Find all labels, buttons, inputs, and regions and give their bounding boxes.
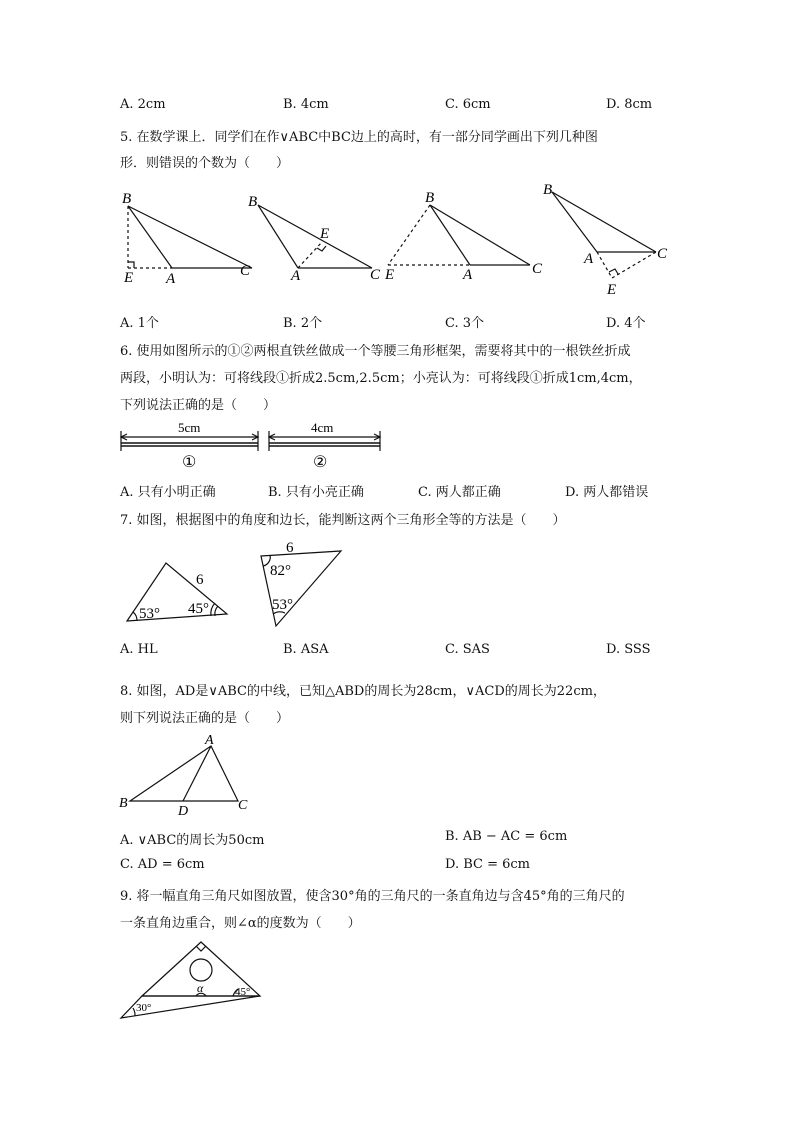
q4-option-b[interactable]: B. 4cm: [283, 97, 329, 112]
q8-stem-line1: 8. 如图，AD是∨ABC的中线，已知△ABD的周长为28cm，∨ACD的周长为22cm，: [120, 684, 606, 699]
q5-f1-label-c: C: [240, 263, 251, 279]
q5-stem-line2: 形．则错误的个数为（ ）: [120, 156, 290, 171]
q5-f1-label-e: E: [124, 270, 134, 286]
q5-f3-label-c: C: [532, 261, 543, 277]
q5-option-d[interactable]: D. 4个: [606, 316, 646, 331]
q6-wire1-length: 5cm: [178, 420, 201, 435]
q9-stem-line2: 一条直角边重合，则∠α的度数为（ ）: [120, 916, 361, 931]
q6-wire2-mark: ②: [313, 454, 328, 471]
q7-option-d[interactable]: D. SSS: [606, 642, 651, 657]
q7-option-c[interactable]: C. SAS: [445, 642, 490, 657]
q8-option-b[interactable]: B. AB − AC = 6cm: [445, 829, 568, 844]
q6-stem-line1: 6. 使用如图所示的①②两根直铁丝做成一个等腰三角形框架，需要将其中的一根铁丝折成: [120, 344, 631, 359]
q4-option-c[interactable]: C. 6cm: [445, 97, 491, 112]
q8-option-d[interactable]: D. BC = 6cm: [445, 857, 531, 872]
q7-option-a[interactable]: A. HL: [120, 642, 158, 657]
q9-angle-30: 30°: [136, 1002, 152, 1014]
q8-label-b: B: [119, 796, 128, 811]
q5-f2-label-b: B: [248, 194, 258, 210]
q5-f4-label-b: B: [543, 182, 553, 198]
q6-option-a[interactable]: A. 只有小明正确: [120, 485, 216, 500]
q8-option-c[interactable]: C. AD = 6cm: [120, 857, 205, 872]
q8-label-a: A: [205, 733, 214, 748]
q9-stem-line1: 9. 将一幅直角三角尺如图放置，使含30°角的三角尺的一条直角边与含45°角的三角尺的: [120, 889, 625, 904]
q6-option-c[interactable]: C. 两人都正确: [418, 485, 501, 500]
q5-option-b[interactable]: B. 2个: [283, 316, 323, 331]
q5-f3-label-b: B: [425, 190, 435, 206]
q5-f2-label-a: A: [291, 268, 301, 284]
q5-f4-label-e: E: [607, 282, 617, 298]
q7-tri1-angle-right: 45°: [188, 601, 209, 617]
q5-option-c[interactable]: C. 3个: [445, 316, 485, 331]
q8-option-a[interactable]: A. ∨ABC的周长为50cm: [120, 833, 265, 848]
q7-option-b[interactable]: B. ASA: [283, 642, 329, 657]
q6-option-d[interactable]: D. 两人都错误: [565, 485, 649, 500]
q4-option-a[interactable]: A. 2cm: [120, 97, 166, 112]
q6-stem-line3: 下列说法正确的是（ ）: [120, 398, 277, 413]
q6-wire1-mark: ①: [182, 454, 197, 471]
q7-tri2-angle-top: 82°: [270, 563, 291, 579]
q5-option-a[interactable]: A. 1个: [120, 316, 159, 331]
q5-f2-label-c: C: [370, 267, 381, 283]
q6-option-b[interactable]: B. 只有小亮正确: [268, 485, 364, 500]
q5-f4-label-c: C: [657, 246, 668, 262]
q4-option-d[interactable]: D. 8cm: [606, 97, 653, 112]
q5-stem-line1: 5. 在数学课上．同学们在作∨ABC中BC边上的高时，有一部分同学画出下列几种图: [120, 130, 598, 145]
q7-tri2-angle-bottom: 53°: [272, 597, 293, 613]
q7-tri1-angle-left: 53°: [139, 606, 160, 622]
q8-label-c: C: [238, 798, 248, 813]
q5-f1-label-a: A: [166, 271, 176, 287]
q9-angle-45: 45°: [235, 986, 251, 998]
q6-stem-line2: 两段，小明认为：可将线段①折成2.5cm,2.5cm；小亮认为：可将线段①折成1cm,4cm，: [120, 371, 642, 386]
q9-angle-alpha: α: [197, 981, 204, 995]
q7-tri2-side: 6: [286, 540, 294, 556]
q5-f3-label-a: A: [463, 267, 473, 283]
q8-stem-line2: 则下列说法正确的是（ ）: [120, 711, 290, 726]
q7-stem-line1: 7. 如图，根据图中的角度和边长，能判断这两个三角形全等的方法是（ ）: [120, 513, 566, 528]
q5-f2-label-e: E: [320, 226, 330, 242]
q8-label-d: D: [178, 804, 189, 819]
q5-f4-label-a: A: [584, 251, 594, 267]
q7-tri1-side: 6: [196, 572, 204, 588]
q5-f3-label-e: E: [385, 267, 395, 283]
q5-f1-label-b: B: [122, 191, 132, 207]
q6-wire2-length: 4cm: [311, 420, 334, 435]
